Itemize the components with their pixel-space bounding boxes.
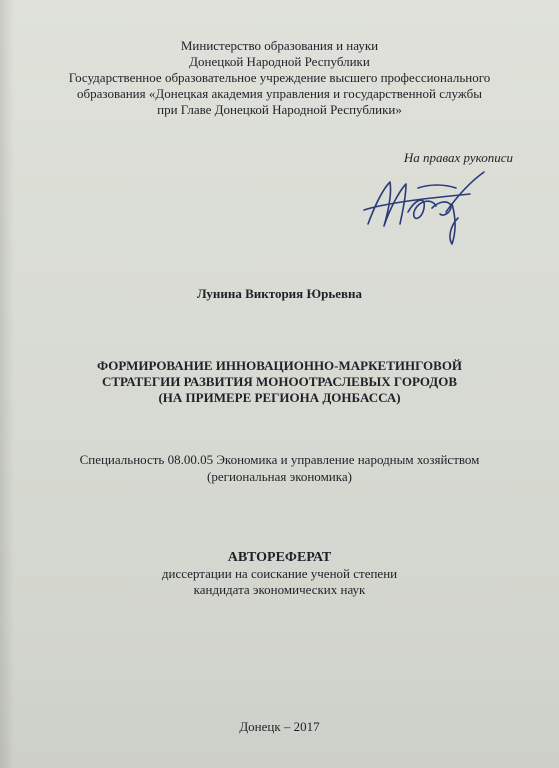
title-line-3: (НА ПРИМЕРЕ РЕГИОНА ДОНБАССА) <box>158 390 401 405</box>
document-type-line-2: кандидата экономических наук <box>193 582 366 597</box>
header-line-4: образования «Донецкая академия управления и государственной службы <box>77 86 482 101</box>
header-line-3: Государственное образовательное учреждение высшего профессионального <box>68 70 491 85</box>
header-line-2: Донецкой Народной Республики <box>189 54 370 69</box>
manuscript-note: На правах рукописи <box>403 150 513 165</box>
institution-header <box>0 38 559 118</box>
author-name: Лунина Виктория Юрьевна <box>197 286 362 301</box>
document-type-heading: АВТОРЕФЕРАТ <box>227 550 332 565</box>
dissertation-title <box>0 358 559 406</box>
header-line-5: при Главе Донецкой Народной Республики» <box>157 102 402 117</box>
title-line-1: ФОРМИРОВАНИЕ ИННОВАЦИОННО-МАРКЕТИНГОВОЙ <box>96 358 463 373</box>
handwritten-signature-icon <box>360 168 495 250</box>
specialty-line-1: Специальность 08.00.05 Экономика и управление народным хозяйством <box>79 452 480 467</box>
document-type-block <box>0 550 559 598</box>
specialty-block <box>0 451 559 485</box>
specialty-line-2: (региональная экономика) <box>207 469 352 484</box>
title-line-2: СТРАТЕГИИ РАЗВИТИЯ МОНООТРАСЛЕВЫХ ГОРОДОВ <box>101 374 458 389</box>
header-line-1: Министерство образования и науки <box>180 38 379 53</box>
place-year: Донецк – 2017 <box>239 719 320 734</box>
document-type-line-1: диссертации на соискание ученой степени <box>161 566 398 581</box>
